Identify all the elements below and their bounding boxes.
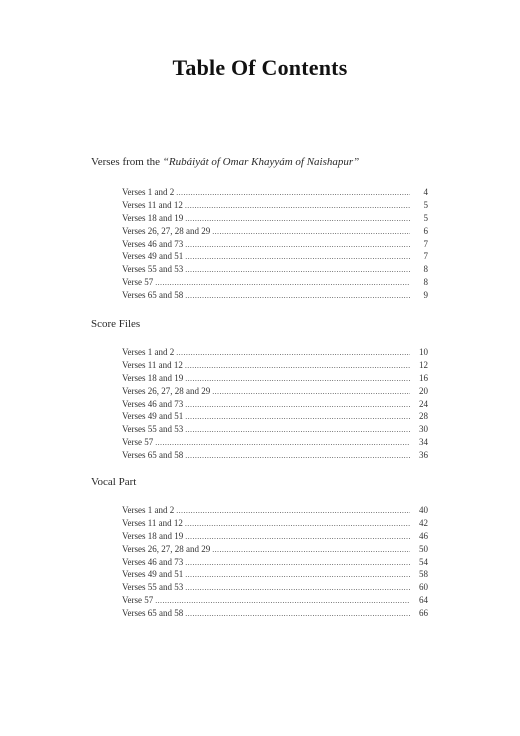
dot-leader xyxy=(185,608,410,621)
toc-entry-page-number: 20 xyxy=(419,385,428,396)
toc-entry-label: Verses 1 and 2 xyxy=(122,505,175,515)
toc-entry[interactable] xyxy=(122,581,428,594)
toc-entry-page-number: 5 xyxy=(423,212,428,223)
section-heading xyxy=(91,474,431,490)
toc-entries xyxy=(122,504,428,620)
toc-entry[interactable] xyxy=(122,594,428,607)
toc-entry-page-number: 58 xyxy=(419,569,428,580)
toc-entry[interactable] xyxy=(122,436,428,449)
toc-entry[interactable] xyxy=(122,398,428,411)
toc-entry[interactable] xyxy=(122,568,428,581)
toc-entry[interactable] xyxy=(122,410,428,423)
toc-entry[interactable] xyxy=(122,607,428,620)
toc-entry-page-number: 24 xyxy=(419,398,428,409)
toc-entry-label: Verses 65 and 58 xyxy=(122,290,184,301)
toc-entry-page-number: 9 xyxy=(423,290,428,301)
toc-entry[interactable] xyxy=(122,186,428,199)
toc-entry-page-number: 4 xyxy=(423,187,428,197)
dot-leader xyxy=(185,290,410,303)
toc-entry-label: Verses 46 and 73 xyxy=(122,398,184,409)
toc-entry[interactable] xyxy=(122,517,428,530)
section-heading xyxy=(91,316,431,332)
toc-entry-label: Verses 65 and 58 xyxy=(122,450,184,461)
toc-section-vocal-part xyxy=(91,474,431,619)
toc-entry[interactable] xyxy=(122,556,428,569)
dot-leader xyxy=(185,450,410,463)
toc-entry-label: Verses 55 and 53 xyxy=(122,264,184,275)
toc-entries xyxy=(122,346,428,462)
toc-entry-page-number: 50 xyxy=(419,543,428,554)
toc-entry-label: Verses 26, 27, 28 and 29 xyxy=(122,225,211,236)
toc-entry-label: Verses 49 and 51 xyxy=(122,251,184,262)
toc-entry-page-number: 28 xyxy=(419,411,428,422)
section-heading-text: Verses from the xyxy=(91,156,163,168)
toc-entry[interactable] xyxy=(122,372,428,385)
toc-entry-label: Verses 18 and 19 xyxy=(122,372,184,383)
toc-entry-label: Verse 57 xyxy=(122,437,154,448)
toc-entry-page-number: 34 xyxy=(419,437,428,448)
toc-entry-label: Verses 1 and 2 xyxy=(122,347,175,357)
toc-entry-page-number: 7 xyxy=(423,238,428,249)
toc-entry[interactable] xyxy=(122,346,428,359)
toc-entry[interactable] xyxy=(122,250,428,263)
toc-entry-page-number: 46 xyxy=(419,530,428,541)
toc-entry[interactable] xyxy=(122,359,428,372)
toc-entry[interactable] xyxy=(122,212,428,225)
toc-entry-label: Verses 11 and 12 xyxy=(122,517,183,528)
toc-section-verses xyxy=(91,154,431,301)
toc-entry-label: Verses 49 and 51 xyxy=(122,411,184,422)
toc-entry[interactable] xyxy=(122,199,428,212)
toc-entry-label: Verses 55 and 53 xyxy=(122,424,184,435)
toc-entry-page-number: 42 xyxy=(419,517,428,528)
toc-entry-page-number: 36 xyxy=(419,450,428,461)
toc-entry-page-number: 66 xyxy=(419,608,428,619)
toc-section-score-files xyxy=(91,316,431,461)
toc-entry-page-number: 16 xyxy=(419,372,428,383)
toc-entry-label: Verses 65 and 58 xyxy=(122,608,184,619)
toc-entry[interactable] xyxy=(122,289,428,302)
toc-entry-page-number: 6 xyxy=(423,225,428,236)
section-heading-text: Score Files xyxy=(91,318,141,330)
section-heading xyxy=(91,154,431,170)
toc-entry-label: Verses 11 and 12 xyxy=(122,199,183,210)
toc-entry-label: Verses 1 and 2 xyxy=(122,187,175,197)
toc-entry-page-number: 12 xyxy=(419,359,428,370)
toc-entry-page-number: 40 xyxy=(419,505,428,515)
toc-entry-label: Verses 18 and 19 xyxy=(122,530,184,541)
toc-entry-label: Verses 55 and 53 xyxy=(122,582,184,593)
toc-entry-page-number: 8 xyxy=(423,264,428,275)
toc-entry[interactable] xyxy=(122,530,428,543)
toc-entry-label: Verse 57 xyxy=(122,595,154,606)
toc-entry-page-number: 30 xyxy=(419,424,428,435)
toc-entry[interactable] xyxy=(122,225,428,238)
toc-entry[interactable] xyxy=(122,504,428,517)
toc-entry[interactable] xyxy=(122,238,428,251)
toc-entry[interactable] xyxy=(122,263,428,276)
toc-entry[interactable] xyxy=(122,276,428,289)
toc-entry[interactable] xyxy=(122,423,428,436)
toc-entry-page-number: 10 xyxy=(419,347,428,357)
toc-entry-label: Verses 26, 27, 28 and 29 xyxy=(122,543,211,554)
toc-entry-label: Verses 46 and 73 xyxy=(122,556,184,567)
toc-entry-label: Verses 46 and 73 xyxy=(122,238,184,249)
toc-entry[interactable] xyxy=(122,385,428,398)
toc-entry-label: Verses 49 and 51 xyxy=(122,569,184,580)
toc-entry-page-number: 64 xyxy=(419,595,428,606)
page-title: Table Of Contents xyxy=(172,55,348,80)
toc-entry[interactable] xyxy=(122,543,428,556)
toc-entry-page-number: 5 xyxy=(423,199,428,210)
toc-entry-label: Verse 57 xyxy=(122,277,154,288)
toc-entries xyxy=(122,186,428,302)
toc-entry-label: Verses 11 and 12 xyxy=(122,359,183,370)
section-heading-text: Vocal Part xyxy=(91,476,137,488)
toc-entry-label: Verses 18 and 19 xyxy=(122,212,184,223)
toc-entry-page-number: 60 xyxy=(419,582,428,593)
toc-entry-page-number: 54 xyxy=(419,556,428,567)
toc-entry-label: Verses 26, 27, 28 and 29 xyxy=(122,385,211,396)
section-heading-italic-title: “Rubáiyát of Omar Khayyám of Naishapur” xyxy=(162,156,360,168)
toc-entry-page-number: 8 xyxy=(423,277,428,288)
toc-entry[interactable] xyxy=(122,449,428,462)
toc-entry-page-number: 7 xyxy=(423,251,428,262)
